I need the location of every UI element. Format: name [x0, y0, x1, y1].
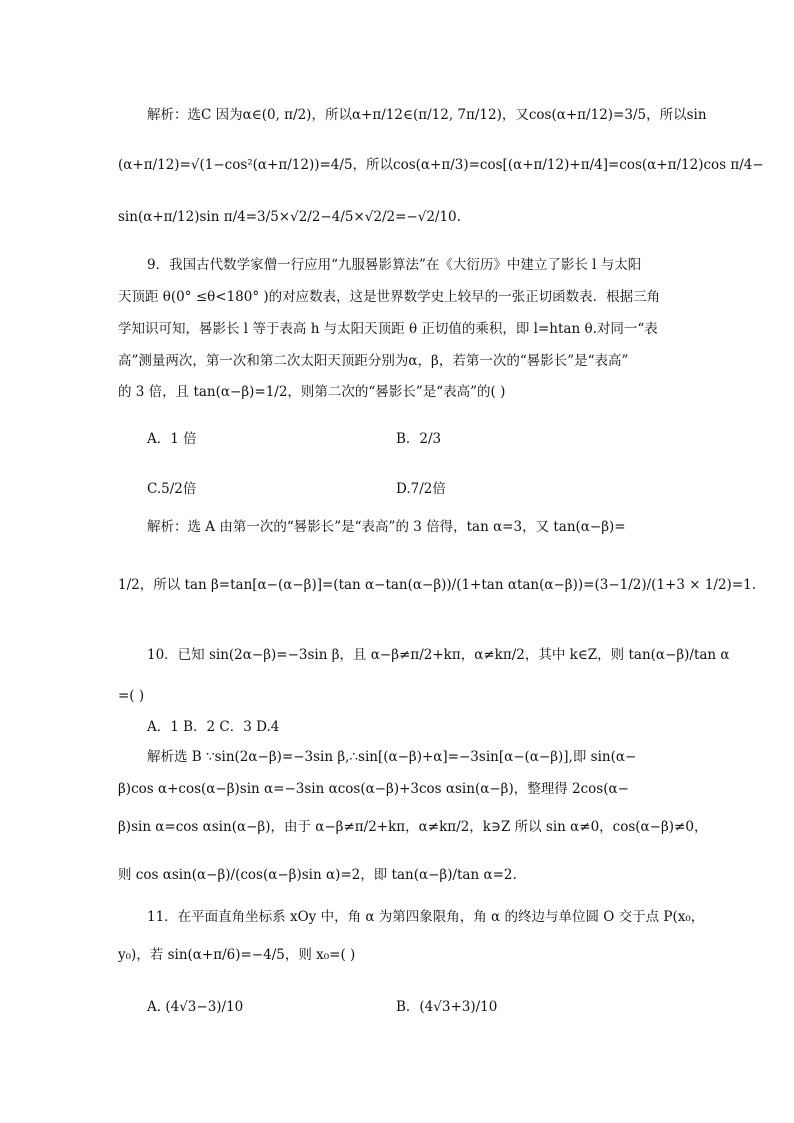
- question-9-option-d: D.7/2倍: [396, 481, 446, 497]
- question-9-option-c: C.5/2倍: [147, 481, 197, 497]
- solution-10-line-1: 解析选 B ∵sin(2α−β)=−3sin β,∴sin[(α−β)+α]=−3sin[α−(α−β)],即 sin(α−: [147, 749, 637, 765]
- question-10-line-2: =( ): [118, 688, 145, 704]
- question-10-line-1: 10．已知 sin(2α−β)=−3sin β，且 α−β≠π/2+kπ，α≠kπ/2，其中 k∈Z，则 tan(α−β)/tan α: [147, 647, 730, 663]
- solution-10-line-2: β)cos α+cos(α−β)sin α=−3sin αcos(α−β)+3cos αsin(α−β)，整理得 2cos(α−: [118, 781, 629, 797]
- question-11-option-a: A. (4√3−3)/10: [147, 999, 244, 1015]
- question-9-line-3: 学知识可知，晷影长 l 等于表高 h 与太阳天顶距 θ 正切值的乘积，即 l=htan θ.对同一“表: [118, 321, 658, 337]
- solution-10-line-3: β)sin α=cos αsin(α−β)，由于 α−β≠π/2+kπ，α≠kπ/2，k∋Z 所以 sin α≠0，cos(α−β)≠0，: [118, 819, 708, 835]
- solution-8-line-3: sin(α+π/12)sin π/4=3/5×√2/2−4/5×√2/2=−√2/10.: [118, 209, 461, 225]
- question-9-option-b: B．2/3: [396, 431, 442, 447]
- question-9-option-a: A．1 倍: [147, 431, 197, 447]
- question-10-options: A．1 B．2 C．3 D.4: [147, 719, 280, 735]
- question-11-line-1: 11．在平面直角坐标系 xOy 中，角 α 为第四象限角，角 α 的终边与单位圆 O 交于点 P(x₀，: [147, 909, 705, 925]
- question-11-line-2: y₀)，若 sin(α+π/6)=−4/5，则 x₀=( ): [118, 947, 356, 963]
- question-11-option-b: B．(4√3+3)/10: [396, 999, 498, 1015]
- solution-8-line-1: 解析：选C 因为α∈(0, π/2)，所以α+π/12∈(π/12, 7π/12)，又cos(α+π/12)=3/5，所以sin: [147, 107, 707, 123]
- question-9-line-1: 9．我国古代数学家僧一行应用“九服晷影算法”在《大衍历》中建立了影长 l 与太阳: [147, 257, 642, 273]
- solution-8-line-2: (α+π/12)=√(1−cos²(α+π/12))=4/5，所以cos(α+π/3)=cos[(α+π/12)+π/4]=cos(α+π/12)cos π/4−: [118, 157, 764, 173]
- solution-9-line-1: 解析：选 A 由第一次的“晷影长”是“表高”的 3 倍得，tan α=3，又 tan(α−β)=: [147, 519, 626, 535]
- question-9-line-5: 的 3 倍，且 tan(α−β)=1/2，则第二次的“晷影长”是“表高”的( ): [118, 384, 506, 400]
- solution-9-line-2: 1/2，所以 tan β=tan[α−(α−β)]=(tan α−tan(α−β))/(1+tan αtan(α−β))=(3−1/2)/(1+3 × 1/2)=1.: [118, 577, 757, 593]
- question-9-line-2: 天顶距 θ(0° ≤θ<180° )的对应数表，这是世界数学史上较早的一张正切函数表．根据三角: [118, 289, 661, 305]
- question-9-line-4: 高”测量两次，第一次和第二次太阳天顶距分别为α，β，若第一次的“晷影长”是“表高”: [118, 353, 629, 369]
- solution-10-line-4: 则 cos αsin(α−β)/(cos(α−β)sin α)=2，即 tan(α−β)/tan α=2.: [118, 867, 517, 883]
